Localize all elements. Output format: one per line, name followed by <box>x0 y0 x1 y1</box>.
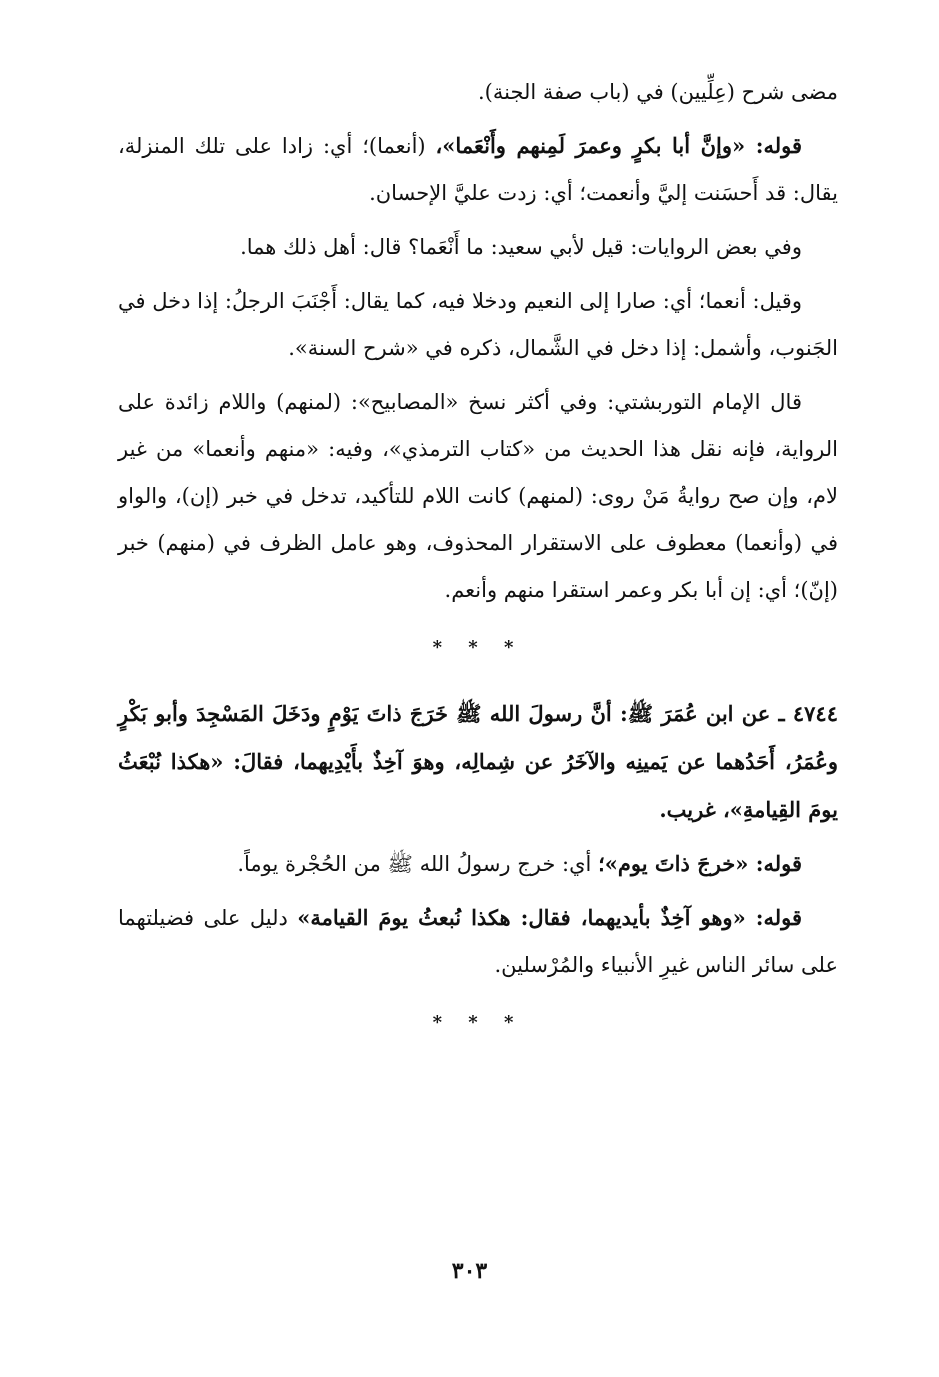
paragraph-4-text: وقيل: أنعما؛ أي: صارا إلى النعيم ودخلا فيه، كما يقال: أَجْنَبَ الرجلُ: إذا دخل في الجَنوب، وأشمل: إذا دخل في الشَّمال، ذكره في «شرح السنة». <box>118 289 838 360</box>
paragraph-2-text: (أنعما)؛ أي: زادا على تلك المنزلة، يقال: قد أَحسَنت إليَّ وأنعمت؛ أي: زدت عليَّ الإحسان. <box>118 134 838 205</box>
paragraph-7-text: دليل على فضيلتهما على سائر الناس غيرِ الأنبياء والمُرْسلين. <box>118 906 838 977</box>
paragraph-1 <box>118 68 838 116</box>
paragraph-2-lead: قوله: «وإنَّ أبا بكرٍ وعمرَ لَمِنهم وأَنْعَما»، <box>435 133 802 158</box>
paragraph-5-text: قال الإمام التوربشتي: وفي أكثر نسخ «المصابيح»: (لمنهم) واللام زائدة على الرواية، فإنه نقل هذا الحديث من «كتاب الترمذي»، وفيه: «منهم وأنعما» من غير لام، وإن صح روايةُ مَنْ روى: (لمنهم) كانت اللام للتأكيد، تدخل في خبر (إن)، والواو في (وأنعما) معطوف على الاستقرار المحذوف، وهو عامل الظرف في (منهم) خبر (إنّ)؛ أي: إن أبا بكر وعمر استقرا منهم وأنعم. <box>118 390 838 602</box>
paragraph-7 <box>118 894 838 989</box>
paragraph-1-text: مضى شرح (عِلِّيين) في (باب صفة الجنة). <box>478 80 838 104</box>
paragraph-3-text: وفي بعض الروايات: قيل لأبي سعيد: ما أَنْعَما؟ قال: أهل ذلك هما. <box>240 235 802 259</box>
page-number: ٣٠٣ <box>451 1258 488 1284</box>
paragraph-6 <box>118 840 838 888</box>
section-separator-2: * * * <box>432 1012 524 1033</box>
hadith-text: ٤٧٤٤ ـ عن ابن عُمَرَ ﷺ: أنَّ رسولَ الله ﷺ خَرَجَ ذاتَ يَوْمٍ ودَخَلَ المَسْجِدَ وأبو بَكْرٍ وعُمَرُ، أَحَدُهما عن يَمينِه والآخَرُ عن شِمالِه، وهوَ آخِذٌ بأَيْدِيهما، فقالَ: «هكذا نُبْعَثُ يومَ القِيامةِ»، غريب. <box>118 701 838 822</box>
paragraph-6-lead: قوله: «خرجَ ذاتَ يوم»؛ <box>598 851 802 876</box>
section-separator-1: * * * <box>432 637 524 658</box>
paragraph-6-text: أي: خرج رسولُ الله ﷺ من الحُجْرة يوماً. <box>237 852 599 876</box>
paragraph-2 <box>118 122 838 217</box>
page-body <box>118 68 838 1065</box>
paragraph-7-lead: قوله: «وهو آخِذٌ بأيديهما، فقال: هكذا نُبعثُ يومَ القيامة» <box>297 905 802 930</box>
paragraph-5 <box>118 378 838 614</box>
paragraph-3 <box>118 223 838 271</box>
paragraph-4 <box>118 277 838 372</box>
